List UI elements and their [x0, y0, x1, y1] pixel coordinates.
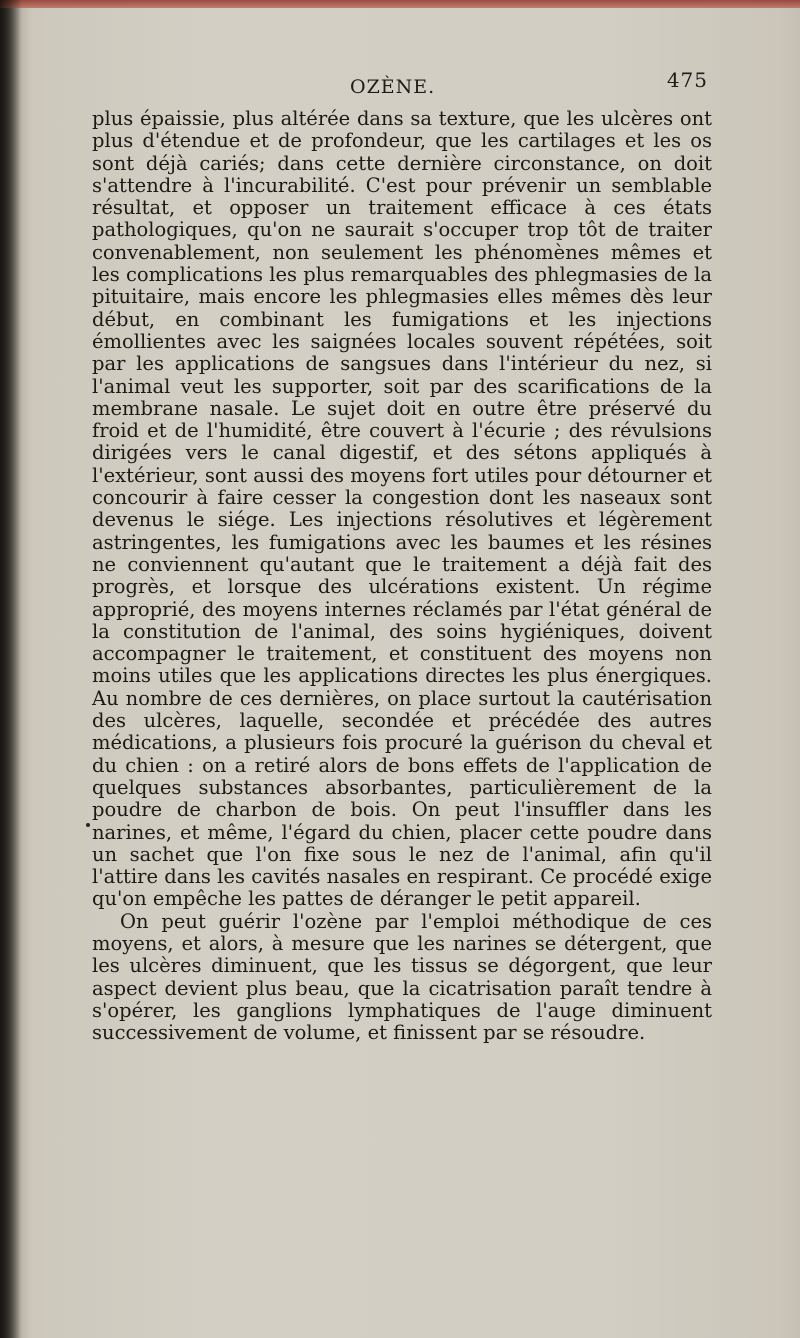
ink-speck	[86, 823, 90, 827]
running-title: OZÈNE.	[350, 76, 436, 98]
binding-shadow	[0, 0, 22, 1338]
paragraph-2: On peut guérir l'ozène par l'emploi méthodique de ces moyens, et alors, à mesure que les narines se détergent, que les ulcères diminuent, que les tissus se dégorgent, que leur aspect devient plus beau, que la cicatrisation paraît tendre à s'opérer, les ganglions lymphatiques de l'auge diminuent successivement de volume, et finissent par se résoudre.	[92, 909, 712, 1045]
page-top-edge	[0, 0, 800, 8]
page-content	[92, 62, 712, 1122]
paragraph-1: plus épaissie, plus altérée dans sa texture, que les ulcères ont plus d'étendue et de profondeur, que les cartilages et les os sont déjà cariés; dans cette dernière circonstance, on doit s'attendre à l'incurabilité. C'est pour prévenir un semblable résultat, et opposer un traitement efficace à ces états pathologiques, qu'on ne saurait s'occuper trop tôt de traiter convenablement, non seulement les phénomènes mêmes et les complications les plus remarquables des phlegmasies de la pituitaire, mais encore les phlegmasies elles mêmes dès leur début, en combinant les fumigations et les injections émollientes avec les saignées locales souvent répétées, soit par les applications de sangsues dans l'intérieur du nez, si l'animal veut les supporter, soit par des scarifications de la membrane nasale. Le sujet doit en outre être préservé du froid et de l'humidité, être couvert à l'écurie ; des révulsions dirigées vers le canal digestif, et des sétons appliqués à l'extérieur, sont aussi des moyens fort utiles pour détourner et concourir à faire cesser la congestion dont les naseaux sont devenus le siége. Les injections résolutives et légèrement astringentes, les fumigations avec les baumes et les résines ne conviennent qu'autant que le traitement a déjà fait des progrès, et lorsque des ulcérations existent. Un régime approprié, des moyens internes réclamés par l'état général de la constitution de l'animal, des soins hygiéniques, doivent accompagner le traitement, et constituent des moyens non moins utiles que les applications directes les plus énergiques. Au nombre de ces dernières, on place surtout la cautérisation des ulcères, laquelle, secondée et précédée des autres médications, a plusieurs fois procuré la guérison du cheval et du chien : on a retiré alors de bons effets de l'application de quelques substances absorbantes, particulièrement de la poudre de charbon de bois. On peut l'insuffler dans les narines, et même, l'égard du chien, placer cette poudre dans un sachet que l'on fixe sous le nez de l'animal, afin qu'il l'attire dans les cavités nasales en respirant. Ce procédé exige qu'on empêche les pattes de déranger le petit appareil.	[92, 107, 712, 911]
running-head	[92, 62, 712, 108]
show-through-texture	[120, 1110, 740, 1260]
page-number: 475	[666, 68, 708, 92]
body-text	[92, 108, 712, 1044]
